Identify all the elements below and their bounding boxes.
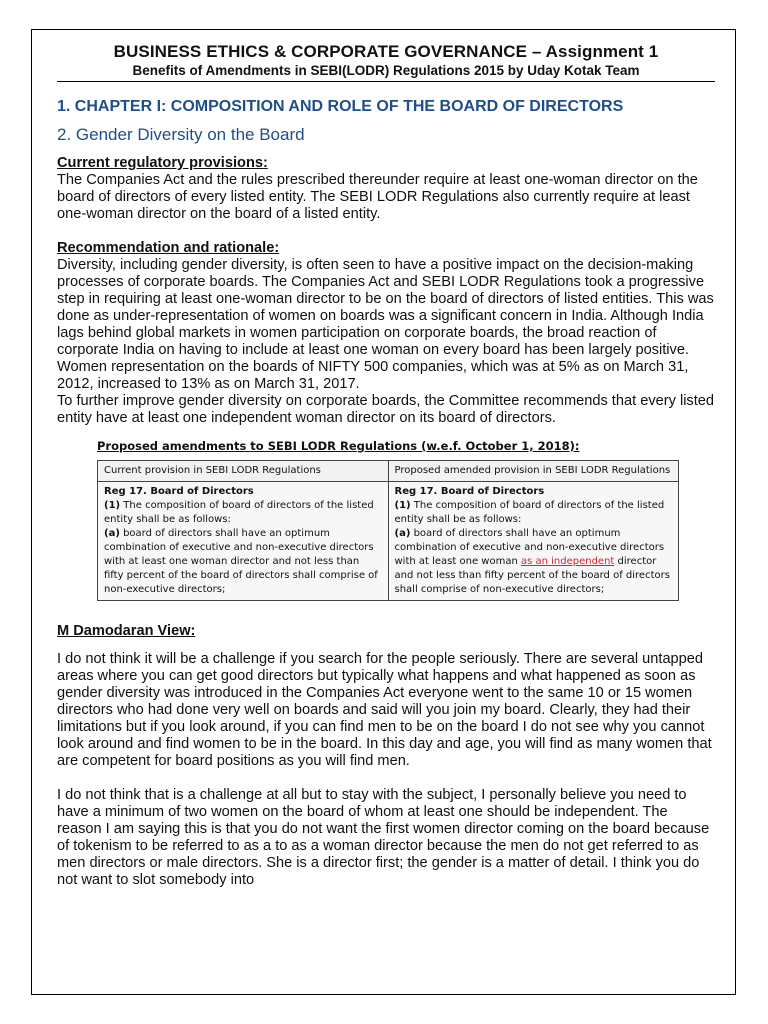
- section-heading: 2. Gender Diversity on the Board: [57, 125, 305, 144]
- highlighted-amendment: as an independent: [520, 556, 615, 567]
- view-label: M Damodaran View:: [57, 623, 196, 639]
- proposed-clause-1: [395, 499, 673, 527]
- proposed-provision-cell: [388, 482, 679, 601]
- table-row: [98, 482, 679, 601]
- proposed-clause-a: [395, 527, 673, 597]
- document-subtitle: Benefits of Amendments in SEBI(LODR) Regulations 2015 by Uday Kotak Team: [57, 63, 715, 82]
- view-paragraph-2: I do not think that is a challenge at all but to stay with the subject, I personally believe you need to have a minimum of two women on the board of whom at least one should be independent. The reason I am saying this is that you do not want the first women director coming on the board because of tokenism to be referred to as a to as a woman director because the men do not get referred to as men directors or male directors. She is a director first; the gender is a matter of detail. I think you do not want to slot somebody into: [57, 787, 710, 888]
- chapter-heading: 1. CHAPTER I: COMPOSITION AND ROLE OF THE BOARD OF DIRECTORS: [57, 98, 624, 115]
- document-title: BUSINESS ETHICS & CORPORATE GOVERNANCE – Assignment 1: [113, 42, 659, 61]
- current-reg-title: Reg 17. Board of Directors: [104, 486, 254, 497]
- clause-number: (1): [104, 500, 121, 511]
- clause-text: The composition of board of directors of the listed entity shall be as follows:: [394, 500, 665, 525]
- current-clause-a: [104, 527, 382, 597]
- current-clause-1: [104, 499, 382, 527]
- recommendation-text: Diversity, including gender diversity, is often seen to have a positive impact on the decision-making processes of corporate boards. The Companies Act and SEBI LODR Regulations took a progressive step in requiring at least one-woman director to be on the board of directors of listed entities. This was done as under-representation of women on boards was a significant concern in India. Although India lags behind global markets in women participation on corporate boards, the broad reaction of corporate India on having to include at least one woman on every board has been largely positive. Women representation on the boards of NIFTY 500 companies, which was at 5% as on March 31, 2012, increased to 13% as on March 31, 2017.: [57, 257, 714, 392]
- clause-number: (1): [394, 500, 411, 511]
- current-provisions-label: Current regulatory provisions:: [57, 155, 268, 171]
- document-content: [57, 40, 715, 889]
- amendments-figure: [97, 439, 679, 601]
- amendments-table: [97, 460, 679, 601]
- table-header-row: [98, 461, 679, 482]
- clause-text: director and not less than fifty percent of the board of directors shall comprise of non-executive directors;: [394, 556, 670, 595]
- column-proposed: Proposed amended provision in SEBI LODR Regulations: [388, 461, 679, 482]
- column-current: Current provision in SEBI LODR Regulations: [98, 461, 389, 482]
- view-paragraph-1: I do not think it will be a challenge if you search for the people seriously. There are several untapped areas where you can get good directors but typically what happens and what happened as soon as gender diversity was introduced in the Companies Act everyone went to the same 10 or 15 women directors who had done very well on boards and said will you join my board. Clearly, they had their limitations but if you look around, if you can find men to be on the board I do not see why you cannot look around and find women to be in the board. In this day and age, you will find as many women that are competent for board positions as you will find men.: [57, 651, 712, 769]
- proposed-reg-title: Reg 17. Board of Directors: [394, 486, 545, 497]
- recommendation-conclusion: To further improve gender diversity on corporate boards, the Committee recommends that every listed entity have at least one independent woman director on its board of directors.: [57, 393, 715, 426]
- amendments-title: Proposed amendments to SEBI LODR Regulations (w.e.f. October 1, 2018):: [97, 439, 580, 453]
- recommendation-label: Recommendation and rationale:: [57, 240, 280, 256]
- clause-text: The composition of board of directors of the listed entity shall be as follows:: [104, 500, 374, 525]
- clause-letter: (a): [394, 528, 411, 539]
- current-provisions-text: The Companies Act and the rules prescribed thereunder require at least one-woman director on the board of directors of every listed entity. The SEBI LODR Regulations also currently require at least one-woman director on the board of a listed entity.: [57, 172, 698, 222]
- clause-text: board of directors shall have an optimum combination of executive and non-executive directors with at least one woman: [394, 528, 665, 567]
- clause-text: board of directors shall have an optimum combination of executive and non-executive directors with at least one woman director and not less than fifty percent of the board of directors shall comprise of non-executive directors;: [104, 528, 378, 595]
- clause-letter: (a): [104, 528, 120, 539]
- current-provision-cell: [98, 482, 389, 601]
